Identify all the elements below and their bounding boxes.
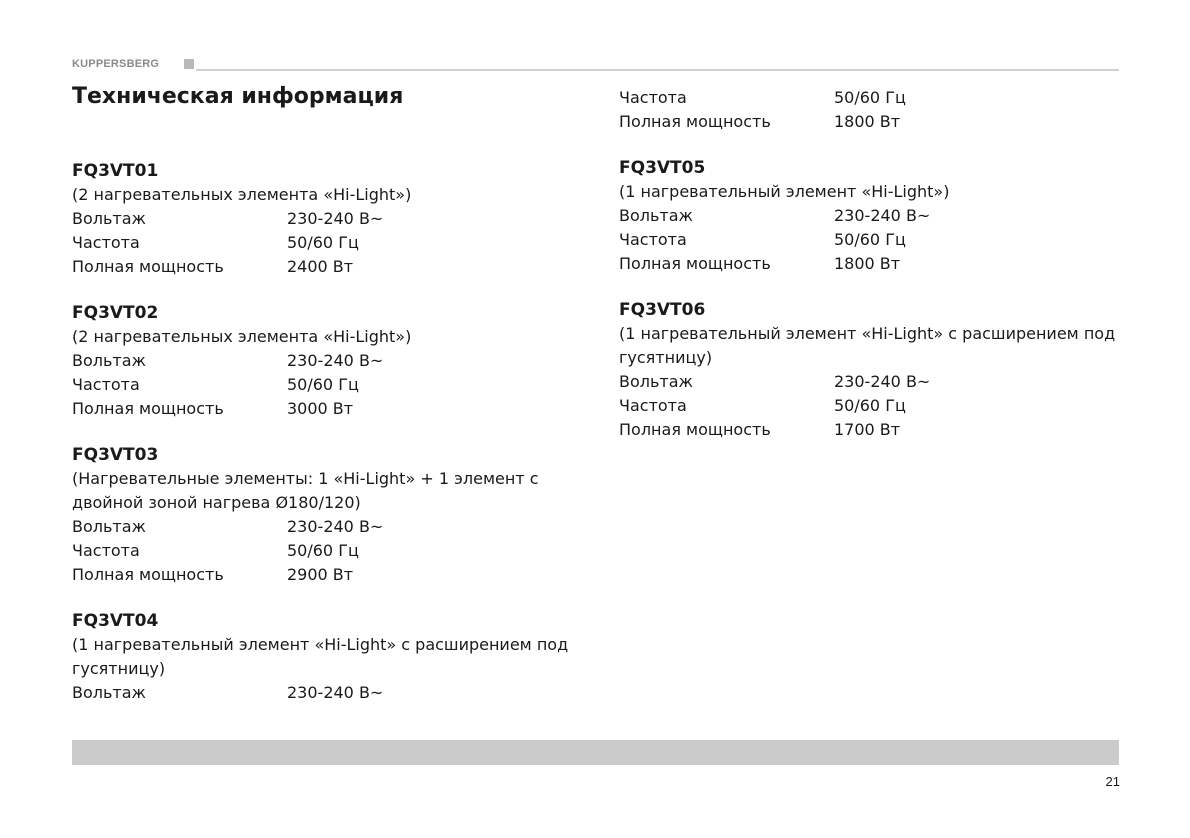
spec-value: 50/60 Гц [287,233,359,252]
spec-label: Полная мощность [619,420,771,439]
spec-row [72,563,582,587]
spec-label: Полная мощность [72,565,224,584]
spec-value: 230-240 В~ [287,209,384,228]
spec-value: 1700 Вт [834,420,901,439]
spec-section-fq3vt05 [619,156,1129,276]
spec-value: 230-240 В~ [834,206,931,225]
spec-label: Полная мощность [72,257,224,276]
brand-logo: KUPPERSBERG [72,58,160,70]
spec-row [72,681,582,705]
spec-row [619,86,1129,110]
spec-value: 230-240 В~ [287,517,384,536]
spec-value: 50/60 Гц [834,396,906,415]
spec-row [72,397,582,421]
model-description: (1 нагревательный элемент «Hi-Light» с расширением под гусятницу) [72,635,569,678]
page-number: 21 [1105,774,1120,789]
spec-row [72,231,582,255]
page-title: Техническая информация [72,84,404,109]
spec-row [619,394,1129,418]
model-heading: FQ3VT04 [72,611,159,631]
spec-label: Частота [619,230,687,249]
spec-section-fq3vt04 [72,609,582,705]
brand-square-mark [184,59,194,69]
model-description: (1 нагревательный элемент «Hi-Light») [619,182,950,201]
spec-row [72,349,582,373]
model-description: (2 нагревательных элемента «Hi-Light») [72,185,412,204]
model-heading: FQ3VT05 [619,158,706,178]
spec-row [72,515,582,539]
spec-row [619,110,1129,134]
spec-value: 50/60 Гц [287,541,359,560]
spec-row [619,418,1129,442]
model-description: (2 нагревательных элемента «Hi-Light») [72,327,412,346]
spec-value: 2900 Вт [287,565,354,584]
spec-label: Вольтаж [72,683,146,702]
spec-label: Частота [72,541,140,560]
spec-value: 50/60 Гц [834,230,906,249]
spec-row [619,228,1129,252]
spec-row [619,204,1129,228]
spec-section-fq3vt03 [72,443,582,587]
spec-section-fq3vt02 [72,301,582,421]
spec-label: Вольтаж [72,209,146,228]
spec-label: Частота [72,375,140,394]
spec-row [72,255,582,279]
spec-row [619,370,1129,394]
model-heading: FQ3VT06 [619,300,706,320]
spec-section-fq3vt01 [72,159,582,279]
model-heading: FQ3VT02 [72,303,159,323]
spec-row [72,373,582,397]
right-column [619,86,1129,464]
spec-label: Вольтаж [72,517,146,536]
spec-value: 2400 Вт [287,257,354,276]
spec-value: 50/60 Гц [834,88,906,107]
spec-row [72,539,582,563]
model-heading: FQ3VT03 [72,445,159,465]
spec-label: Вольтаж [619,206,693,225]
spec-row [619,252,1129,276]
spec-value: 50/60 Гц [287,375,359,394]
spec-value: 3000 Вт [287,399,354,418]
model-heading: FQ3VT01 [72,161,159,181]
spec-value: 230-240 В~ [287,351,384,370]
spec-label: Полная мощность [619,112,771,131]
spec-label: Вольтаж [619,372,693,391]
spec-value: 230-240 В~ [834,372,931,391]
model-description: (1 нагревательный элемент «Hi-Light» с расширением под гусятницу) [619,324,1116,367]
spec-label: Частота [72,233,140,252]
spec-label: Полная мощность [619,254,771,273]
spec-row [72,207,582,231]
spec-label: Полная мощность [72,399,224,418]
spec-value: 1800 Вт [834,112,901,131]
footer-bar [72,740,1119,765]
left-column [72,159,582,727]
spec-section-fq3vt06 [619,298,1129,442]
spec-value: 1800 Вт [834,254,901,273]
spec-label: Частота [619,396,687,415]
spec-value: 230-240 В~ [287,683,384,702]
spec-label: Частота [619,88,687,107]
spec-section-fq3vt04-continued [619,86,1129,134]
spec-label: Вольтаж [72,351,146,370]
model-description: (Нагревательные элементы: 1 «Hi-Light» + 1 элемент с двойной зоной нагрева Ø180/120) [72,469,539,512]
header-divider [196,69,1119,71]
